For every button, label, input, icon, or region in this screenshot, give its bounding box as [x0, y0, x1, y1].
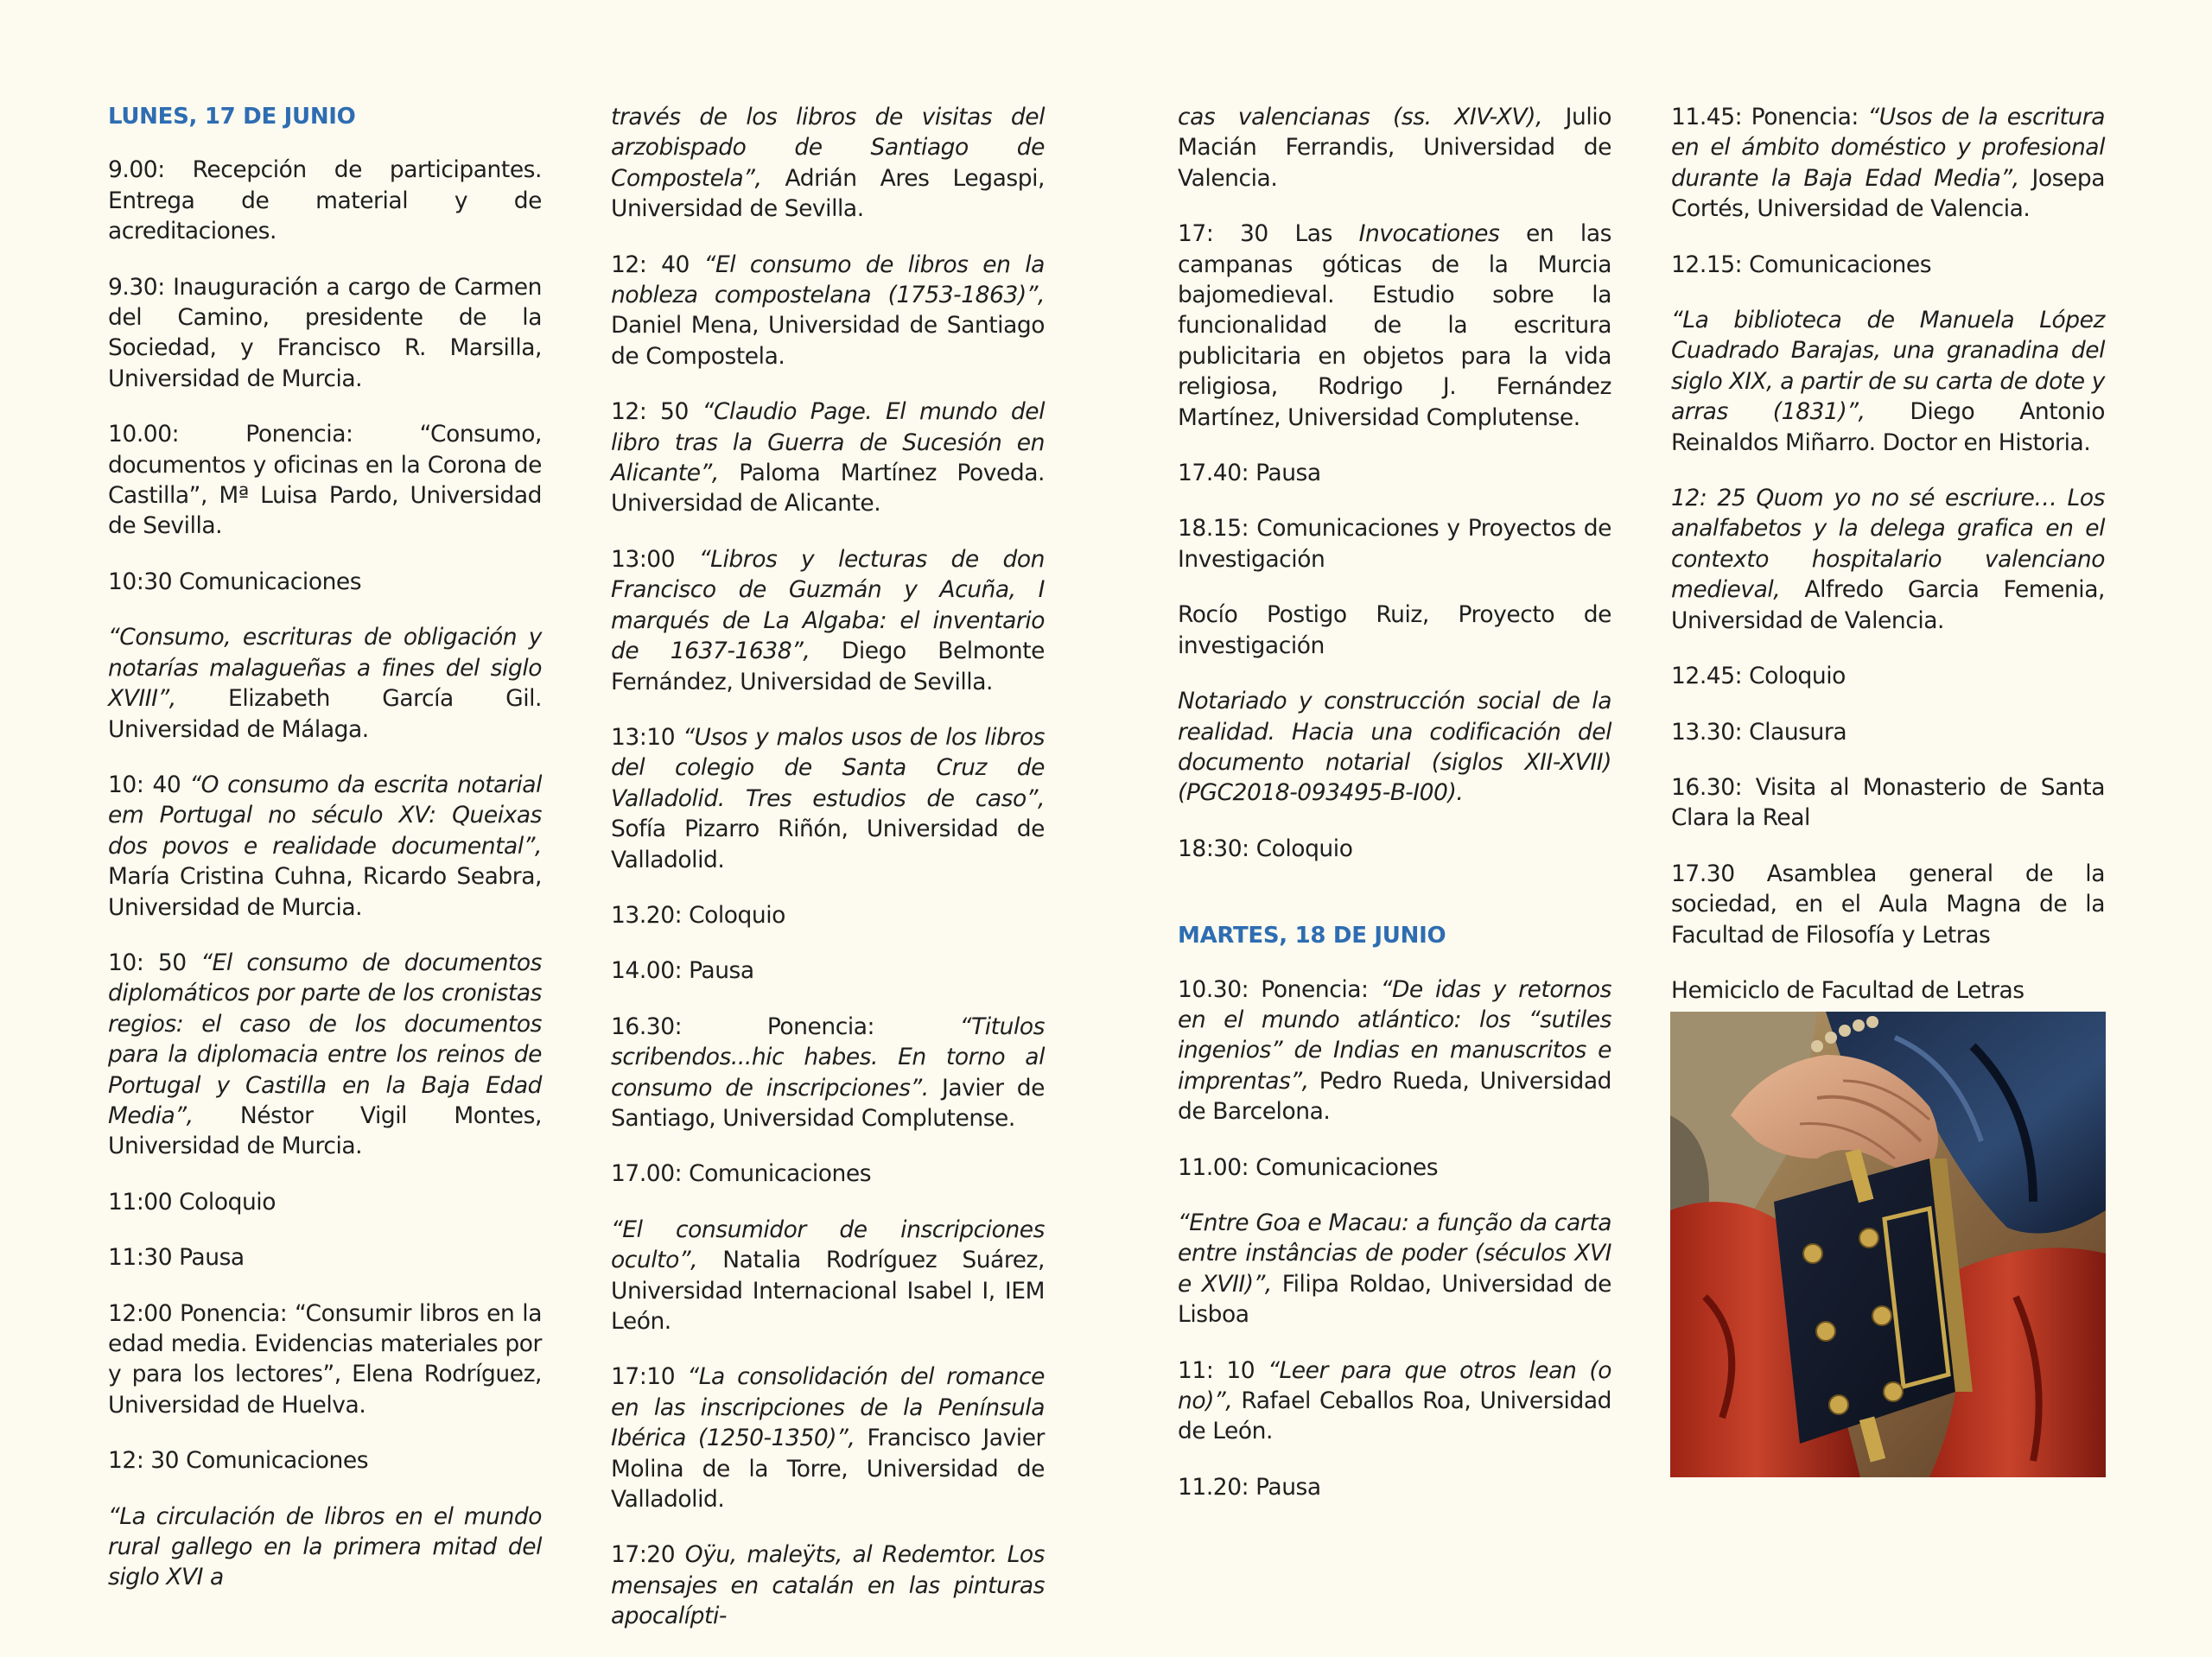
program-item — [108, 770, 542, 923]
project-title: Notariado y construcción social de la realidad. Hacia una codificación del documento notarial (siglos XII-XVII) (PGC2018-093495-B-I00). — [1178, 688, 1611, 807]
program-item: 11:30 Pausa — [108, 1244, 245, 1272]
paper-title: través de los libros de visitas del arzobispado de Santiago de Compostela”, — [611, 104, 1045, 192]
paper-title: Oÿu, maleÿts, al Redemtor. Los mensajes en catalán en las pinturas apocalípti- — [611, 1541, 1046, 1630]
paper-author: Javier de Santiago, Universidad Complutense. — [611, 1074, 1045, 1132]
paper-author: Adrián Ares Legaspi, Universidad de Sevilla. — [611, 164, 1045, 223]
paper-title: “La biblioteca de Manuela López Cuadrado Barajas, una granadina del siglo XIX, a partir de su carta de dote y arras (1831)”, — [1671, 307, 2105, 426]
column-monday — [108, 102, 542, 1618]
program-item: 11:00 Coloquio — [108, 1188, 276, 1216]
program-item — [611, 250, 1045, 372]
paper-author: Sofía Pizarro Riñón, Universidad de Valladolid. — [611, 816, 1045, 873]
program-item: Hemiciclo de Facultad de Letras — [1671, 976, 2024, 1004]
item-time: 11: 10 — [1178, 1356, 1268, 1384]
program-item — [108, 948, 542, 1162]
program-item — [611, 102, 1045, 225]
program-item: 12:00 Ponencia: “Consumir libros en la edad media. Evidencias materiales por y para los lectores”, Elena Rodríguez, Universidad de Huelva. — [108, 1299, 542, 1419]
paper-title: “Titulos scribendos...hic habes. En torno al consumo de inscripciones”. — [611, 1013, 1045, 1101]
paper-author: Paloma Martínez Poveda. Universidad de Alicante. — [611, 460, 1045, 517]
paper-author: Rafael Ceballos Roa, Universidad de León. — [1178, 1387, 1611, 1445]
paper-title: Invocationes — [1358, 220, 1500, 248]
program-item: 14.00: Pausa — [611, 957, 754, 985]
paper-title: “El consumo de documentos diplomáticos por parte de los cronistas regios: el caso de los documentos para la diplomacia entre los reinos de Portugal y Castilla en la Baja Edad Media”, — [108, 949, 542, 1129]
program-item — [611, 544, 1045, 697]
item-time: 12: 50 — [611, 398, 702, 426]
item-time: 17:20 — [611, 1541, 685, 1569]
program-item: 12.15: Comunicaciones — [1671, 251, 1932, 278]
program-item — [108, 622, 542, 745]
paper-title: “La consolidación del romance en las inscripciones de la Península Ibérica (1250-1350)”, — [611, 1363, 1045, 1452]
item-time: 10: 40 — [108, 771, 190, 798]
paper-title: “Libros y lecturas de don Francisco de Guzmán y Acuña, I marqués de La Algaba: el inventario de 1637-1638”, — [611, 545, 1045, 665]
paper-author: Diego Belmonte Fernández, Universidad de Sevilla. — [611, 638, 1045, 695]
program-item: 12.45: Coloquio — [1671, 663, 1846, 690]
program-item: 17.30 Asamblea general de la sociedad, en el Aula Magna de la Facultad de Filosofía y Letras — [1671, 860, 2105, 949]
paper-title: “Claudio Page. El mundo del libro tras la Guerra de Sucesión en Alicante”, — [611, 398, 1045, 487]
program-item — [611, 1012, 1045, 1134]
paper-title: “Leer para que otros lean (o no)”, — [1178, 1356, 1611, 1414]
program-item — [1178, 102, 1611, 194]
paper-author: Alfredo Garcia Femenia, Universidad de Valencia. — [1671, 576, 2105, 634]
paper-author: Néstor Vigil Montes, Universidad de Murcia. — [108, 1101, 542, 1160]
paper-title: “Consumo, escrituras de obligación y notarías malagueñas a fines del siglo XVIII”, — [108, 624, 542, 713]
program-item — [1178, 219, 1611, 433]
paper-author: Elizabeth García Gil. Universidad de Málaga. — [108, 685, 542, 743]
program-item: 9.00: Recepción de participantes. Entrega de material y de acreditaciones. — [108, 156, 542, 245]
program-item — [1178, 1355, 1611, 1447]
paper-author: María Cristina Cuhna, Ricardo Seabra, Universidad de Murcia. — [108, 863, 542, 921]
program-item: 13.20: Coloquio — [611, 901, 785, 929]
paper-title: “O consumo da escrita notarial em Portugal no século XV: Queixas dos povos e realidade documental”, — [108, 771, 542, 860]
program-item — [1178, 686, 1611, 809]
paper-title: “Usos de la escritura en el ámbito doméstico y profesional durante la Baja Edad Media”, — [1671, 104, 2105, 192]
paper-title: “El consumidor de inscripciones oculto”, — [611, 1216, 1045, 1274]
program-item: 13.30: Clausura — [1671, 718, 1847, 746]
program-item — [611, 1215, 1045, 1337]
paper-author: Francisco Javier Molina de la Torre, Universidad de Valladolid. — [611, 1425, 1045, 1514]
paper-title: “El consumo de libros en la nobleza compostelana (1753-1863)”, — [611, 251, 1045, 309]
program-item — [1178, 975, 1611, 1127]
paper-author: Pedro Rueda, Universidad de Barcelona. — [1178, 1067, 1611, 1126]
paper-author: Daniel Mena, Universidad de Santiago de Compostela. — [611, 312, 1045, 370]
program-item — [1671, 305, 2105, 458]
paper-author: Diego Antonio Reinaldos Miñarro. Doctor en Historia. — [1671, 398, 2105, 456]
paper-author: Natalia Rodríguez Suárez, Universidad Internacional Isabel I, IEM León. — [611, 1247, 1045, 1335]
item-time: 17: 30 Las — [1178, 220, 1359, 248]
program-item: 10:30 Comunicaciones — [108, 568, 362, 595]
program-item — [611, 1540, 1045, 1631]
item-time: 13:00 — [611, 545, 699, 573]
program-item — [1671, 102, 2105, 225]
paper-author: Julio Macián Ferrandis, Universidad de Valencia. — [1178, 104, 1611, 192]
paper-title: 12: 25 Quom yo no sé escriure… Los analfabetos y la delega grafica en el contexto hospitalario valenciano medieval, — [1671, 485, 2105, 604]
item-time: 17:10 — [611, 1363, 688, 1391]
item-time: 13:10 — [611, 723, 683, 751]
program-item: 17.00: Comunicaciones — [611, 1160, 872, 1188]
column-tuesday-cont — [1671, 102, 2105, 1031]
column-monday-cont — [611, 102, 1045, 1657]
paper-title: “Entre Goa e Macau: a função da carta entre instâncias de poder (séculos XVI e XVII)”, — [1178, 1209, 1611, 1298]
paper-author: Filipa Roldao, Universidad de Lisboa — [1178, 1270, 1611, 1329]
program-item: Rocío Postigo Ruiz, Proyecto de investigación — [1178, 601, 1611, 659]
item-time: 11.45: Ponencia: — [1671, 104, 1868, 130]
paper-title: “Usos y malos usos de los libros del colegio de Santa Cruz de Valladolid. Tres estudios de caso”, — [611, 723, 1045, 812]
paper-title: “La circulación de libros en el mundo rural gallego en la primera mitad del siglo XVI a — [108, 1502, 542, 1591]
painting-image — [1670, 1012, 2106, 1477]
item-time: 12: 40 — [611, 251, 704, 278]
paper-title: “De idas y retornos en el mundo atlántico: los “sutiles ingenios” de Indias en manuscritos e imprentas”, — [1178, 975, 1611, 1095]
program-item — [611, 397, 1045, 519]
program-item — [1178, 1208, 1611, 1330]
item-time: 16.30: Ponencia: — [611, 1013, 960, 1040]
program-item: 11.00: Comunicaciones — [1178, 1153, 1439, 1181]
item-time: 10: 50 — [108, 949, 201, 976]
day-heading-tuesday: MARTES, 18 DE JUNIO — [1178, 923, 1446, 949]
program-item — [611, 722, 1045, 875]
program-item: 17.40: Pausa — [1178, 460, 1321, 487]
paper-author: Josepa Cortés, Universidad de Valencia. — [1671, 164, 2105, 223]
program-item — [1671, 483, 2105, 636]
program-item: 16.30: Visita al Monasterio de Santa Clara la Real — [1671, 773, 2105, 832]
program-item — [108, 1501, 542, 1593]
paper-title: cas valencianas (ss. XIV-XV), — [1178, 104, 1543, 130]
program-item: 11.20: Pausa — [1178, 1473, 1321, 1501]
program-item: 18.15: Comunicaciones y Proyectos de Investigación — [1178, 515, 1611, 573]
program-item: 10.00: Ponencia: “Consumo, documentos y oficinas en la Corona de Castilla”, Mª Luisa Pardo, Universidad de Sevilla. — [108, 421, 542, 540]
program-item: 18:30: Coloquio — [1178, 835, 1353, 862]
column-tuesday — [1178, 102, 1611, 1527]
item-time: 10.30: Ponencia: — [1178, 975, 1381, 1003]
program-item — [611, 1362, 1045, 1514]
day-heading-monday: LUNES, 17 DE JUNIO — [108, 104, 356, 130]
program-item: 12: 30 Comunicaciones — [108, 1447, 369, 1475]
paper-author: en las campanas góticas de la Murcia bajomedieval. Estudio sobre la funcionalidad de la escritura publicitaria en objetos para la vida religiosa, Rodrigo J. Fernández Martínez, Universidad Complutense. — [1178, 220, 1611, 431]
program-item: 9.30: Inauguración a cargo de Carmen del Camino, presidente de la Sociedad, y Francisco R. Marsilla, Universidad de Murcia. — [108, 273, 542, 392]
